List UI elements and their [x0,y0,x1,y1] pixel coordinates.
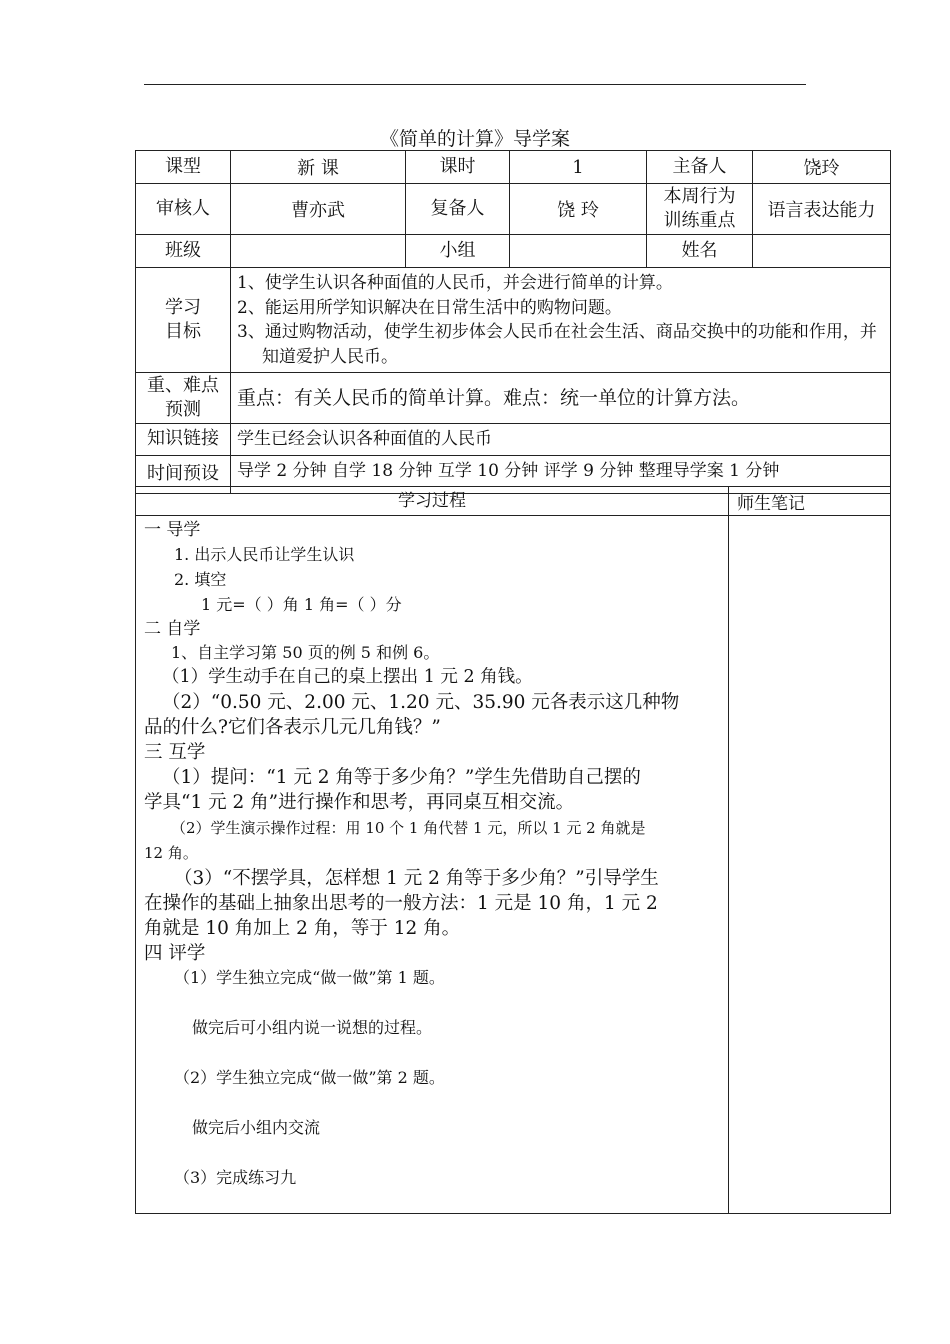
paragraph: （2）学生独立完成“做一做”第 2 题。 [174,1068,445,1087]
paragraph: （1）提问：“1 元 2 角等于多少角？”学生先借助自己摆的 [162,767,641,788]
process-header: 学习过程 [136,487,729,516]
focus-value: 语言表达能力 [753,184,891,235]
name-value [753,235,891,268]
class-label: 班级 [136,235,231,268]
objective-item: 3、通过购物活动，使学生初步体会人民币在社会生活、商品交换中的功能和作用，并知道爱护人民币。 [237,322,877,367]
reviewer-value: 曹亦武 [231,184,406,235]
info-row-1 [136,151,891,184]
key-points-label-line-1: 重、难点 [147,375,219,396]
header-rule [144,84,806,85]
document-title: 《简单的计算》导学案 [379,128,570,150]
paragraph: 在操作的基础上抽象出思考的一般方法：1 元是 10 角，1 元 2 [144,893,658,914]
process-content [136,516,729,1214]
knowledge-row [136,424,891,456]
paragraph: （1）学生独立完成“做一做”第 1 题。 [174,968,445,987]
notes-area [729,516,891,1214]
paragraph: （3）完成练习九 [174,1168,297,1187]
paragraph: 12 角。 [144,844,198,862]
reviewer-label: 审核人 [136,184,231,235]
objectives-content [231,268,891,373]
co-author-label: 复备人 [406,184,510,235]
section-title: 一 导学 [144,520,201,540]
notes-header: 师生笔记 [729,487,891,516]
objectives-label [136,268,231,373]
period-label: 课时 [406,151,510,184]
list-item: 1. 出示人民币让学生认识 [174,545,355,564]
key-points-label [136,373,231,424]
period-value: 1 [510,151,647,184]
objectives-label-line-2: 目标 [165,321,201,342]
section-title: 三 互学 [144,742,206,763]
knowledge-text: 学生已经会认识各种面值的人民币 [231,424,891,456]
focus-label [647,184,753,235]
co-author-value: 饶 玲 [510,184,647,235]
paragraph: （2）“0.50 元、2.00 元、1.20 元、35.90 元各表示这几种物 [162,692,680,713]
paragraph: （3）“不摆学具，怎样想 1 元 2 角等于多少角？”引导学生 [174,868,659,889]
type-value: 新 课 [231,151,406,184]
info-row-2 [136,184,891,235]
focus-label-line-1: 本周行为 [663,186,736,207]
paragraph: 学具“1 元 2 角”进行操作和思考，再同桌互相交流。 [144,792,575,813]
info-row-3 [136,235,891,268]
type-label: 课型 [136,151,231,184]
paragraph: （1）学生动手在自己的桌上摆出 1 元 2 角钱。 [162,667,533,687]
author-value: 饶玲 [753,151,891,184]
key-points-text: 重点：有关人民币的简单计算。难点：统一单位的计算方法。 [231,373,891,424]
info-table [135,150,891,494]
time-plan-label: 时间预设 [136,455,231,493]
section-title: 二 自学 [144,619,201,639]
time-plan-text: 导学 2 分钟 自学 18 分钟 互学 10 分钟 评学 9 分钟 整理导学案 1 分钟 [231,455,891,493]
author-label: 主备人 [647,151,753,184]
paragraph: 做完后小组内交流 [192,1118,321,1137]
name-label: 姓名 [647,235,753,268]
paragraph: 1、自主学习第 50 页的例 5 和例 6。 [171,643,440,662]
key-points-row [136,373,891,424]
process-header-row [136,487,891,516]
section-title: 四 评学 [144,943,206,964]
paragraph: 做完后可小组内说一说想的过程。 [192,1018,433,1037]
group-label: 小组 [406,235,510,268]
paragraph: （2）学生演示操作过程：用 10 个 1 角代替 1 元，所以 1 元 2 角就是 [171,819,646,837]
process-table [135,486,891,1214]
objective-item: 2、能运用所学知识解决在日常生活中的购物问题。 [237,297,622,318]
fill-in-blank: 1 元=（ ）角 1 角=（ ）分 [201,595,402,614]
focus-label-line-2: 训练重点 [663,210,736,231]
class-value [231,235,406,268]
paragraph: 角就是 10 角加上 2 角，等于 12 角。 [144,918,461,939]
knowledge-label: 知识链接 [136,424,231,456]
group-value [510,235,647,268]
list-item: 2. 填空 [174,570,227,589]
objective-item: 1、使学生认识各种面值的人民币，并会进行简单的计算。 [237,273,673,293]
key-points-label-line-2: 预测 [165,399,201,420]
process-body-row [136,516,891,1214]
objectives-label-line-1: 学习 [165,297,201,318]
objectives-row [136,268,891,373]
paragraph: 品的什么?它们各表示几元几角钱？” [144,717,441,738]
